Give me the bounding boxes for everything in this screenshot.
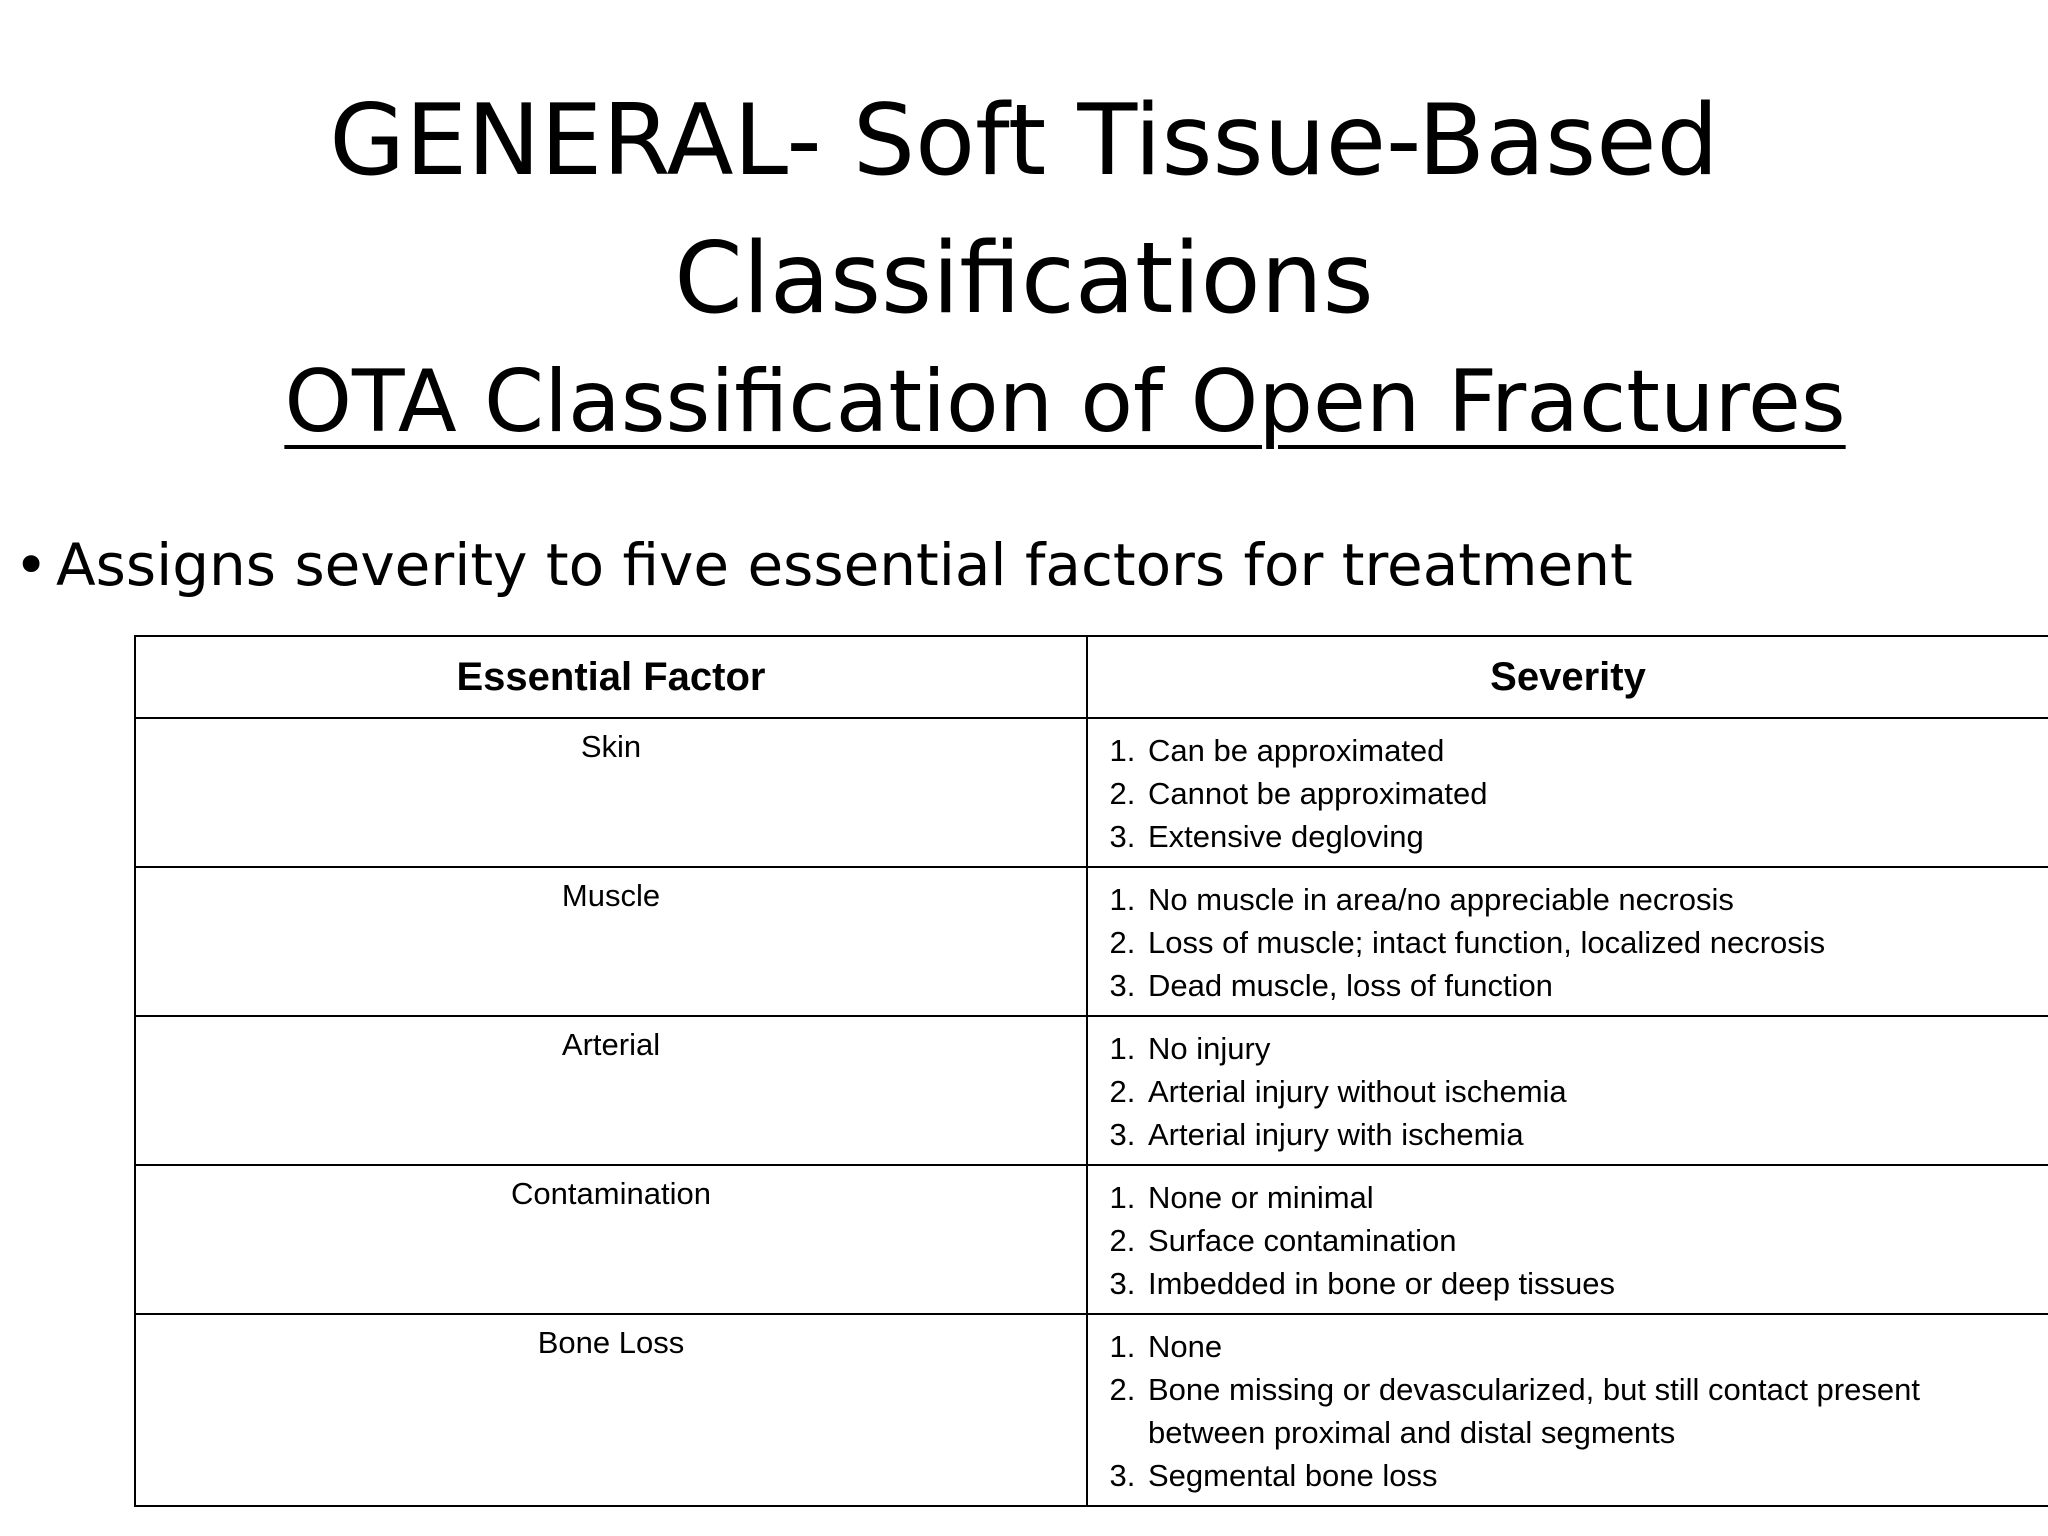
classification-table — [134, 635, 2048, 1507]
bullet-text: Assigns severity to five essential factors for treatment — [56, 531, 1633, 599]
severity-item: 3. Segmental bone loss — [1144, 1454, 2028, 1497]
severity-item: 3. Imbedded in bone or deep tissues — [1144, 1262, 2028, 1305]
severity-item: 1. None or minimal — [1144, 1176, 2028, 1219]
column-header-severity: Severity — [1087, 636, 2048, 718]
factor-cell: Skin — [135, 718, 1087, 867]
severity-cell — [1087, 1016, 2048, 1165]
bullet-point — [14, 530, 1633, 600]
severity-list — [1096, 1176, 2028, 1305]
severity-list — [1096, 1027, 2028, 1156]
severity-list — [1096, 878, 2028, 1007]
factor-cell: Bone Loss — [135, 1314, 1087, 1506]
severity-cell — [1087, 867, 2048, 1016]
table-row — [135, 1016, 2048, 1165]
severity-cell — [1087, 718, 2048, 867]
severity-item: 2. Loss of muscle; intact function, localized necrosis — [1144, 921, 2028, 964]
severity-item: 3. Dead muscle, loss of function — [1144, 964, 2028, 1007]
table-row — [135, 1314, 2048, 1506]
slide-title-line-2: Classifications — [674, 222, 1374, 336]
severity-item: 2. Surface contamination — [1144, 1219, 2028, 1262]
table-row — [135, 718, 2048, 867]
severity-list — [1096, 729, 2028, 858]
severity-item: 2. Arterial injury without ischemia — [1144, 1070, 2028, 1113]
table-row — [135, 867, 2048, 1016]
severity-list — [1096, 1325, 2028, 1497]
severity-item: 1. None — [1144, 1325, 2028, 1368]
severity-item: 3. Extensive degloving — [1144, 815, 2028, 858]
severity-item: 2. Bone missing or devascularized, but still contact present between proximal and distal segments — [1144, 1368, 2028, 1454]
factor-cell: Muscle — [135, 867, 1087, 1016]
severity-item: 1. No injury — [1144, 1027, 2028, 1070]
table-row — [135, 1165, 2048, 1314]
column-header-essential-factor: Essential Factor — [135, 636, 1087, 718]
factor-cell: Arterial — [135, 1016, 1087, 1165]
severity-item: 1. No muscle in area/no appreciable necrosis — [1144, 878, 2028, 921]
factor-cell: Contamination — [135, 1165, 1087, 1314]
slide-title-line-1: GENERAL- Soft Tissue-Based — [329, 84, 1719, 198]
severity-cell — [1087, 1314, 2048, 1506]
severity-cell — [1087, 1165, 2048, 1314]
bullet-icon: • — [14, 531, 49, 599]
severity-item: 1. Can be approximated — [1144, 729, 2028, 772]
slide-title — [0, 72, 2048, 348]
slide-subtitle: OTA Classification of Open Fractures — [284, 352, 1846, 452]
severity-item: 2. Cannot be approximated — [1144, 772, 2028, 815]
severity-item: 3. Arterial injury with ischemia — [1144, 1113, 2028, 1156]
table-header-row — [135, 636, 2048, 718]
